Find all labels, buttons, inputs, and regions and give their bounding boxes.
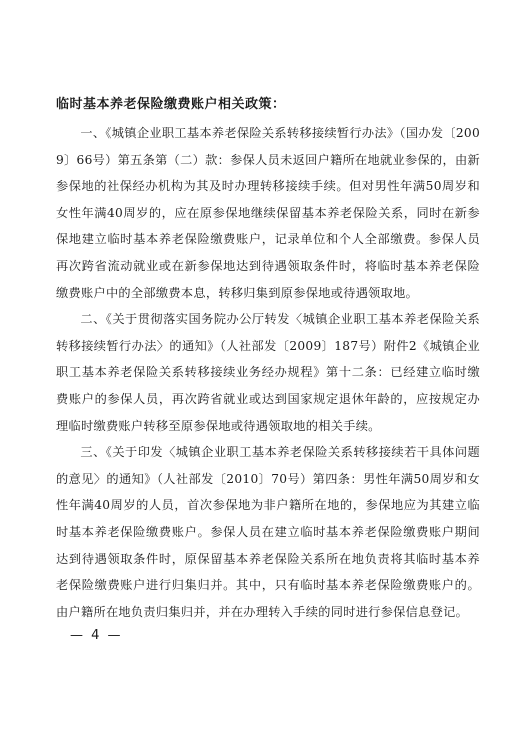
policy-paragraph-2: 二、《关于贯彻落实国务院办公厅转发〈城镇企业职工基本养老保险关系转移接续暂行办法〉的通知》（人社部发〔2009〕187号）附件2《城镇企业职工基本养老保险关系转移接续业务经办规程》第十二条：已经建立临时缴费账户的参保人员，再次跨省就业或达到国家规定退休年龄的，应按规定办理临时缴费账户转移至原参保地或待遇领取地的相关手续。 — [56, 312, 480, 433]
section-heading: 临时基本养老保险缴费账户相关政策： — [56, 97, 286, 112]
page-number: — 4 — — [70, 628, 123, 643]
document-body — [56, 90, 480, 625]
policy-paragraph-3: 三、《关于印发〈城镇企业职工基本养老保险关系转移接续若干具体问题的意见〉的通知》（人社部发〔2010〕70号）第四条：男性年满50周岁和女性年满40周岁的人员，首次参保地为非户籍所在地的，参保地应为其建立临时基本养老保险缴费账户。参保人员在建立临时基本养老保险缴费账户期间达到待遇领取条件时，原保留基本养老保险关系所在地负责将其临时基本养老保险缴费账户进行归集归并。其中，只有临时基本养老保险缴费账户的。由户籍所在地负责归集归并，并在办理转入手续的同时进行参保信息登记。 — [56, 445, 480, 619]
policy-paragraph-1: 一、《城镇企业职工基本养老保险关系转移接续暂行办法》（国办发〔2009〕66号）第五条第（二）款：参保人员未返回户籍所在地就业参保的，由新参保地的社保经办机构为其及时办理转移接续手续。但对男性年满50周岁和女性年满40周岁的，应在原参保地继续保留基本养老保险关系，同时在新参保地建立临时基本养老保险缴费账户，记录单位和个人全部缴费。参保人员再次跨省流动就业或在新参保地达到待遇领取条件时，将临时基本养老保险缴费账户中的全部缴费本息，转移归集到原参保地或待遇领取地。 — [56, 126, 480, 300]
